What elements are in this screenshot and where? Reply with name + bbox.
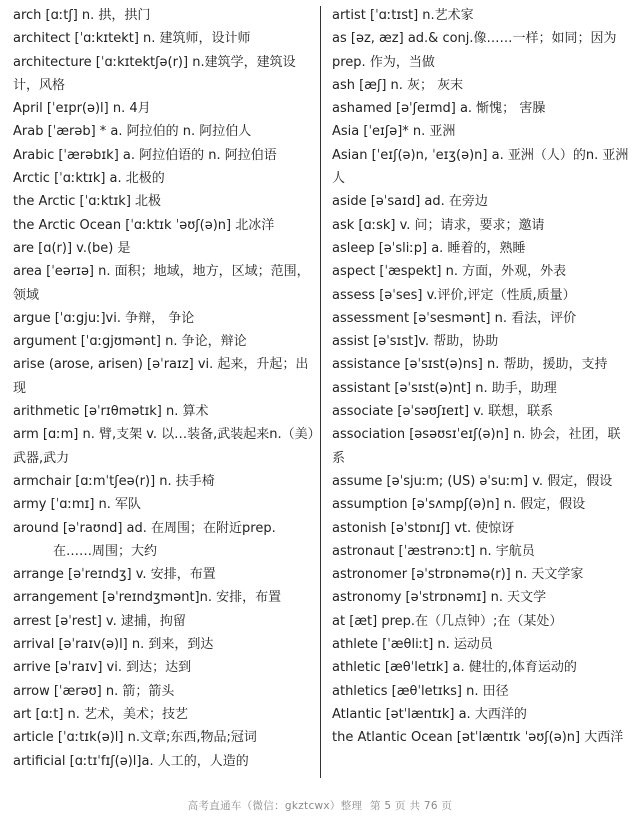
vocab-entry-arrow: arrow [ˈærəʊ] n. 箭；箭头: [13, 683, 175, 699]
vocab-entry-armchair: armchair [ɑːmˈtʃeə(r)] n. 扶手椅: [13, 473, 215, 489]
vocab-entry-assumption: assumption [əˈsʌmpʃ(ə)n] n. 假定，假设: [332, 497, 586, 513]
vocab-entry-athletic: athletic [æθˈletɪk] a. 健壮的,体育运动的: [332, 660, 577, 676]
vocab-entry-assess: assess [əˈses] v.评价,评定（性质,质量）: [332, 287, 576, 303]
vocab-entry-associate: associate [əˈsəʊʃɪeɪt] v. 联想，联系: [332, 404, 554, 420]
vocab-entry-athlete: athlete [ˈæθliːt] n. 运动员: [332, 637, 493, 653]
vocab-entry-arrival: arrival [əˈraɪv(ə)l] n. 到来，到达: [13, 637, 214, 653]
vocab-entry-as: as [əz, æz] ad.& conj.像……一样；如同；因为: [332, 31, 617, 47]
vocab-entry-assessment: assessment [əˈsesmənt] n. 看法，评价: [332, 310, 577, 326]
vocab-entry-arrange: arrange [əˈreɪndʒ] v. 安排，布置: [13, 567, 216, 583]
vocab-entry-astonish: astonish [əˈstɒnɪʃ] vt. 使惊讶: [332, 520, 515, 536]
page-footer: [0, 798, 640, 813]
vocab-entry-arctic-ocean: the Arctic Ocean [ˈɑːktɪk ˈəʊʃ(ə)n] 北冰洋: [13, 217, 275, 233]
vocab-entry-april: April [ˈeɪpr(ə)l] n. 4月: [13, 101, 151, 117]
vocab-entry-asleep: asleep [əˈsliːp] a. 睡着的，熟睡: [332, 240, 526, 256]
vocab-entry-assistant: assistant [əˈsɪst(ə)nt] n. 助手，助理: [332, 380, 557, 396]
footer-page-number: 第 5 页 共 76 页: [369, 800, 453, 812]
vocab-entry-ask: ask [ɑːsk] v. 问；请求，要求；邀请: [332, 217, 545, 233]
vocab-entry-ashamed: ashamed [əˈʃeɪmd] a. 惭愧； 害臊: [332, 101, 546, 117]
right-column: [332, 4, 632, 750]
vocab-entry-area: area [ˈeərɪə] n. 面积；地域，地方，区域；范围，领域: [13, 264, 310, 303]
vocab-entry-athletics: athletics [æθˈletɪks] n. 田径: [332, 683, 509, 699]
vocab-entry-as-continued: prep. 作为，当做: [332, 54, 435, 70]
vocab-entry-around: around [əˈraʊnd] ad. 在周围；在附近prep.: [13, 520, 276, 536]
vocab-entry-arise: arise (arose, arisen) [əˈraɪz] vi. 起来，升起；出现: [13, 357, 309, 396]
vocab-entry-arrest: arrest [əˈrest] v. 逮捕，拘留: [13, 613, 186, 629]
vocab-entry-aside: aside [əˈsaɪd] ad. 在旁边: [332, 194, 488, 210]
vocab-entry-astronaut: astronaut [ˈæstrənɔːt] n. 宇航员: [332, 543, 535, 559]
vocab-entry-asian: Asian [ˈeɪʃ(ə)n, ˈeɪʒ(ə)n] a. 亚洲（人）的n. 亚洲人: [332, 147, 629, 187]
vocab-entry-aspect: aspect [ˈæspekt] n. 方面，外观，外表: [332, 264, 567, 280]
vocab-entry-arch: arch [ɑːtʃ] n. 拱，拱门: [13, 8, 151, 23]
vocab-entry-army: army [ˈɑːmɪ] n. 军队: [13, 497, 142, 513]
left-column: [13, 4, 316, 773]
vocab-entry-association: association [əsəʊsɪˈeɪʃ(ə)n] n. 协会，社团，联系: [332, 427, 621, 466]
column-divider: [320, 6, 321, 778]
vocab-entry-astronomer: astronomer [əˈstrɒnəmə(r)] n. 天文学家: [332, 567, 584, 583]
vocab-entry-architecture: architecture [ˈɑːkɪtektʃə(r)] n.建筑学，建筑设计，风格: [13, 54, 296, 93]
vocab-entry-article: article [ˈɑːtɪk(ə)l] n.文章;东西,物品;冠词: [13, 730, 257, 746]
vocab-entry-the-arctic: the Arctic [ˈɑːktɪk] 北极: [13, 194, 162, 210]
vocab-entry-assistance: assistance [əˈsɪst(ə)ns] n. 帮助，援助，支持: [332, 357, 608, 373]
vocab-entry-artificial: artificial [ɑːtɪˈfɪʃ(ə)l]a. 人工的，人造的: [13, 753, 249, 769]
vocab-entry-asia: Asia [ˈeɪʃə]* n. 亚洲: [332, 124, 456, 140]
footer-source: 高考直通车（微信：gkztcwx）整理: [187, 800, 363, 812]
vocab-entry-arrangement: arrangement [əˈreɪndʒmənt]n. 安排，布置: [13, 590, 282, 606]
vocab-entry-assume: assume [əˈsjuːm; (US) əˈsuːm] v. 假定，假设: [332, 473, 613, 489]
vocab-entry-arctic: Arctic [ˈɑːktɪk] a. 北极的: [13, 171, 165, 187]
vocab-entry-artist: artist [ˈɑːtɪst] n.艺术家: [332, 8, 474, 23]
vocab-entry-arabic: Arabic [ˈærəbɪk] a. 阿拉伯语的 n. 阿拉伯语: [13, 147, 277, 163]
vocab-entry-arrive: arrive [əˈraɪv] vi. 到达；达到: [13, 660, 192, 676]
vocab-entry-argument: argument [ˈɑːgjʊmənt] n. 争论，辩论: [13, 334, 247, 350]
vocab-entry-atlantic: Atlantic [ətˈlæntɪk] a. 大西洋的: [332, 706, 527, 722]
vocab-entry-ash: ash [æʃ] n. 灰； 灰末: [332, 77, 464, 93]
vocab-entry-assist: assist [əˈsɪst]v. 帮助，协助: [332, 334, 499, 350]
vocab-entry-at: at [æt] prep.在（几点钟）;在（某处）: [332, 613, 563, 629]
vocab-entry-astronomy: astronomy [əˈstrɒnəmɪ] n. 天文学: [332, 590, 547, 606]
vocab-entry-around-continued: 在……周围；大约: [53, 543, 158, 559]
vocab-entry-are: are [ɑ(r)] v.(be) 是: [13, 240, 131, 256]
vocab-entry-arithmetic: arithmetic [əˈrɪθmətɪk] n. 算术: [13, 404, 209, 420]
vocab-entry-architect: architect [ˈɑːkɪtekt] n. 建筑师，设计师: [13, 31, 251, 47]
vocab-entry-atlantic-ocean: the Atlantic Ocean [ətˈlæntɪk ˈəʊʃ(ə)n] 大西洋: [332, 730, 624, 746]
vocab-entry-art: art [ɑːt] n. 艺术，美术；技艺: [13, 706, 189, 722]
vocab-entry-arab: Arab [ˈærəb] * a. 阿拉伯的 n. 阿拉伯人: [13, 124, 252, 140]
vocab-entry-argue: argue [ˈɑːgjuː]vi. 争辩， 争论: [13, 310, 195, 326]
vocab-entry-arm: arm [ɑːm] n. 臂,支架 v. 以…装备,武装起来n.（美）武器,武力: [13, 427, 315, 466]
